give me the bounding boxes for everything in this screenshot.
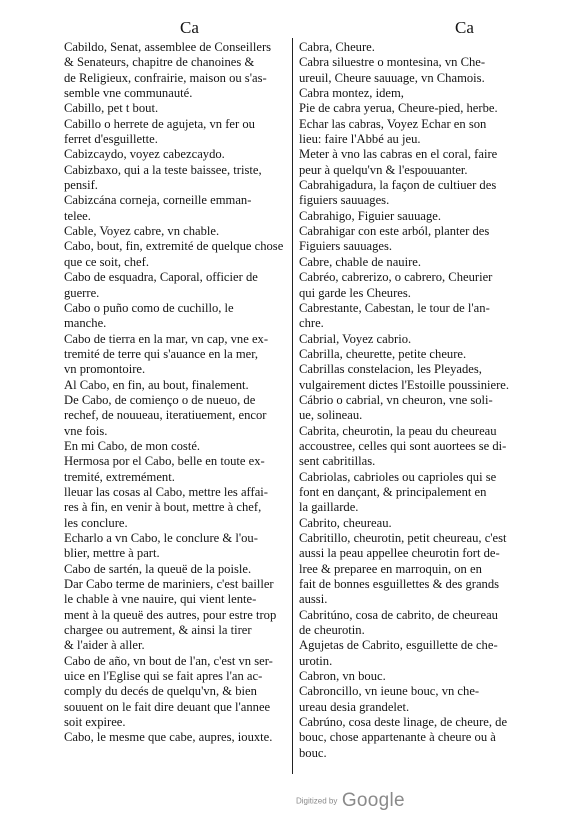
entry-line: Cabizcána corneja, corneille emman- xyxy=(64,193,252,208)
dictionary-entry xyxy=(299,147,525,178)
column-divider xyxy=(292,38,293,774)
dictionary-entry xyxy=(299,684,525,715)
entry-line: de Religieux, confrairie, maison ou s'as- xyxy=(64,70,267,85)
entry-line: lree & preparee en marroquin, on en xyxy=(299,561,482,576)
entry-line: tremité, extremément. xyxy=(64,469,175,484)
digitized-by-text: Digitized by xyxy=(296,796,338,806)
digitization-watermark xyxy=(296,790,405,812)
google-logo-text: Google xyxy=(341,790,405,811)
dictionary-entry xyxy=(64,577,289,654)
entry-line: ureuil, Cheure sauuage, vn Chamois. xyxy=(299,70,485,85)
dictionary-entry xyxy=(299,470,525,516)
entry-line: Figuiers sauuages. xyxy=(299,239,393,254)
entry-line: Cabrilla, cheurette, petite cheure. xyxy=(299,346,467,361)
entry-line: Cabrillas constelacion, les Pleyades, xyxy=(299,362,482,377)
entry-line: Cabra, Cheure. xyxy=(299,40,375,54)
entry-line: uice en l'Eglise qui se fait apres l'an ac- xyxy=(64,669,263,684)
dictionary-entry xyxy=(299,40,525,55)
entry-line: Cabroncillo, vn ieune bouc, vn che- xyxy=(299,684,480,699)
entry-line: Cabritúno, cosa de cabrito, de cheureau xyxy=(299,607,498,622)
dictionary-entry xyxy=(64,117,289,148)
dictionary-entry xyxy=(64,485,289,531)
dictionary-entry xyxy=(299,209,525,224)
entry-line: Cabrúno, cosa deste linage, de cheure, de xyxy=(299,715,508,730)
dictionary-entry xyxy=(299,255,525,270)
entry-line: ment à la queuë des autres, pour estre trop xyxy=(64,607,277,622)
dictionary-entry xyxy=(64,193,289,224)
entry-line: Cabo de sartén, la queuë de la poisle. xyxy=(64,561,252,576)
dictionary-entry xyxy=(299,516,525,531)
dictionary-entry xyxy=(64,101,289,116)
entry-line: Cabra siluestre o montesina, vn Che- xyxy=(299,55,486,70)
entry-line: res à fin, en venir à bout, mettre à chef, xyxy=(64,500,262,515)
dictionary-entry xyxy=(299,301,525,332)
entry-line: Cabrial, Voyez cabrio. xyxy=(299,331,412,346)
dictionary-entry xyxy=(299,224,525,255)
dictionary-entry xyxy=(64,393,289,439)
entry-line: fait de bonnes esguillettes & des grands xyxy=(299,577,500,592)
entry-line: Cabo o puño como de cuchillo, le xyxy=(64,300,234,315)
dictionary-entry xyxy=(64,562,289,577)
entry-line: ue, solineau. xyxy=(299,408,363,423)
entry-line: Meter à vno las cabras en el coral, faire xyxy=(299,147,498,162)
entry-line: Cabrahigo, Figuier sauuage. xyxy=(299,208,441,223)
entry-line: rechef, de nouueau, iteratiuement, encor xyxy=(64,408,267,423)
dictionary-entry xyxy=(299,86,525,101)
entry-line: les conclure. xyxy=(64,515,128,530)
entry-line: Cable, Voyez cabre, vn chable. xyxy=(64,224,220,239)
entry-line: peur à quelqu'vn & l'espouuanter. xyxy=(299,162,468,177)
entry-line: Cabo de esquadra, Caporal, officier de xyxy=(64,270,258,285)
entry-line: Cabildo, Senat, assemblee de Conseillers xyxy=(64,40,272,54)
entry-line: bouc. xyxy=(299,745,327,760)
entry-line: soit expiree. xyxy=(64,715,126,730)
entry-line: Cabrito, cheureau. xyxy=(299,515,392,530)
dictionary-entry xyxy=(299,117,525,148)
entry-line: Echar las cabras, Voyez Echar en son xyxy=(299,116,487,131)
entry-line: chargee ou autrement, & ainsi la tirer xyxy=(64,623,252,638)
dictionary-entry xyxy=(64,454,289,485)
dictionary-entry xyxy=(64,301,289,332)
entry-line: ureau desia grandelet. xyxy=(299,699,410,714)
entry-line: Cabritillo, cheurotin, petit cheureau, c'est xyxy=(299,531,507,545)
entry-line: blier, mettre à part. xyxy=(64,546,160,561)
dictionary-entry xyxy=(64,239,289,270)
entry-line: Cabre, chable de nauire. xyxy=(299,254,422,269)
dictionary-entry xyxy=(299,362,525,393)
entry-line: Cabillo, pet t bout. xyxy=(64,101,159,116)
dictionary-entry xyxy=(299,55,525,86)
entry-line: sent cabritillas. xyxy=(299,454,376,469)
entry-line: la gaillarde. xyxy=(299,500,359,515)
entry-line: Cabréo, cabrerizo, o cabrero, Cheurier xyxy=(299,270,493,285)
entry-line: vne fois. xyxy=(64,423,108,438)
entry-line: Echarlo a vn Cabo, le conclure & l'ou- xyxy=(64,531,258,545)
right-column xyxy=(299,40,525,761)
dictionary-entry xyxy=(299,638,525,669)
entry-line: vulgairement dictes l'Estoille poussiniere. xyxy=(299,377,510,392)
entry-line: Cabrestante, Cabestan, le tour de l'an- xyxy=(299,300,490,315)
dictionary-entry xyxy=(64,147,289,162)
entry-line: Cabra montez, idem, xyxy=(299,86,404,101)
entry-line: tremité de terre qui s'auance en la mer, xyxy=(64,346,259,361)
dictionary-entry xyxy=(299,531,525,608)
entry-line: le chable à vne nauire, qui vient lente- xyxy=(64,592,257,607)
dictionary-entry xyxy=(299,715,525,761)
entry-line: ferret d'esguillette. xyxy=(64,132,158,147)
dictionary-entry xyxy=(299,270,525,301)
dictionary-entry xyxy=(64,730,289,745)
dictionary-entry xyxy=(64,654,289,731)
dictionary-entry xyxy=(64,531,289,562)
entry-line: Cabo de tierra en la mar, vn cap, vne ex- xyxy=(64,331,269,346)
dictionary-entry xyxy=(64,40,289,101)
entry-line: font en dançant, & principalement en xyxy=(299,484,487,499)
entry-line: & Senateurs, chapitre de chanoines & xyxy=(64,55,255,70)
entry-line: Cabrita, cheurotin, la peau du cheureau xyxy=(299,423,497,438)
dictionary-entry xyxy=(299,393,525,424)
entry-line: Cabo de año, vn bout de l'an, c'est vn ser- xyxy=(64,653,273,668)
entry-line: lieu: faire l'Abbé au jeu. xyxy=(299,132,421,147)
entry-line: figuiers sauuages. xyxy=(299,193,390,208)
entry-line: Cabo, bout, fin, extremité de quelque chose xyxy=(64,239,284,254)
dictionary-entry xyxy=(64,332,289,378)
dictionary-entry xyxy=(299,178,525,209)
entry-line: guerre. xyxy=(64,285,100,300)
entry-line: Cabrahigadura, la façon de cultiuer des xyxy=(299,178,497,193)
entry-line: lleuar las cosas al Cabo, mettre les affai- xyxy=(64,484,268,499)
entry-line: Cabron, vn bouc. xyxy=(299,669,386,684)
left-column xyxy=(64,40,289,746)
entry-line: vn promontoire. xyxy=(64,362,146,377)
dictionary-entry xyxy=(299,424,525,470)
entry-line: pensif. xyxy=(64,178,98,193)
entry-line: Pie de cabra yerua, Cheure-pied, herbe. xyxy=(299,101,498,116)
entry-line: aussi. xyxy=(299,592,328,607)
entry-line: Hermosa por el Cabo, belle en toute ex- xyxy=(64,454,265,469)
dictionary-entry xyxy=(299,332,525,347)
dictionary-entry xyxy=(299,347,525,362)
entry-line: comply du decés de quelqu'vn, & bien xyxy=(64,684,257,699)
dictionary-entry xyxy=(64,378,289,393)
entry-line: Cabriolas, cabrioles ou caprioles qui se xyxy=(299,469,497,484)
dictionary-entry xyxy=(64,270,289,301)
entry-line: Cabrahigar con este arból, planter des xyxy=(299,224,490,239)
entry-line: Cabizcaydo, voyez cabezcaydo. xyxy=(64,147,225,162)
entry-line: bouc, chose appartenante à cheure ou à xyxy=(299,730,496,745)
entry-line: Cabizbaxo, qui a la teste baissee, triste, xyxy=(64,162,262,177)
entry-line: & l'aider à aller. xyxy=(64,638,145,653)
entry-line: De Cabo, de comienço o de nueuo, de xyxy=(64,392,256,407)
dictionary-entry xyxy=(299,669,525,684)
dictionary-entry xyxy=(299,608,525,639)
entry-line: Cabo, le mesme que cabe, aupres, iouxte. xyxy=(64,730,273,745)
dictionary-entry xyxy=(64,224,289,239)
dictionary-entry xyxy=(299,101,525,116)
entry-line: Cábrio o cabrial, vn cheuron, vne soli- xyxy=(299,392,493,407)
entry-line: accoustree, celles qui sont auortees se di- xyxy=(299,438,507,453)
entry-line: semble vne communauté. xyxy=(64,86,193,101)
dictionary-entry xyxy=(64,163,289,194)
entry-line: Dar Cabo terme de mariniers, c'est bailler xyxy=(64,577,274,592)
entry-line: Al Cabo, en fin, au bout, finalement. xyxy=(64,377,249,392)
entry-line: manche. xyxy=(64,316,107,331)
entry-line: Agujetas de Cabrito, esguillette de che- xyxy=(299,638,498,653)
entry-line: de cheurotin. xyxy=(299,623,365,638)
page-header-right: Ca xyxy=(455,18,474,37)
entry-line: telee. xyxy=(64,208,91,223)
entry-line: souuent on le fait dire deuant que l'annee xyxy=(64,699,271,714)
entry-line: Cabillo o herrete de agujeta, vn fer ou xyxy=(64,116,255,131)
entry-line: que ce soit, chef. xyxy=(64,254,149,269)
page-header-left: Ca xyxy=(180,18,199,37)
dictionary-entry xyxy=(64,439,289,454)
entry-line: chre. xyxy=(299,316,324,331)
entry-line: aussi la peau appellee cheurotin fort de- xyxy=(299,546,500,561)
entry-line: urotin. xyxy=(299,653,333,668)
entry-line: En mi Cabo, de mon costé. xyxy=(64,438,201,453)
entry-line: qui garde les Cheures. xyxy=(299,285,411,300)
